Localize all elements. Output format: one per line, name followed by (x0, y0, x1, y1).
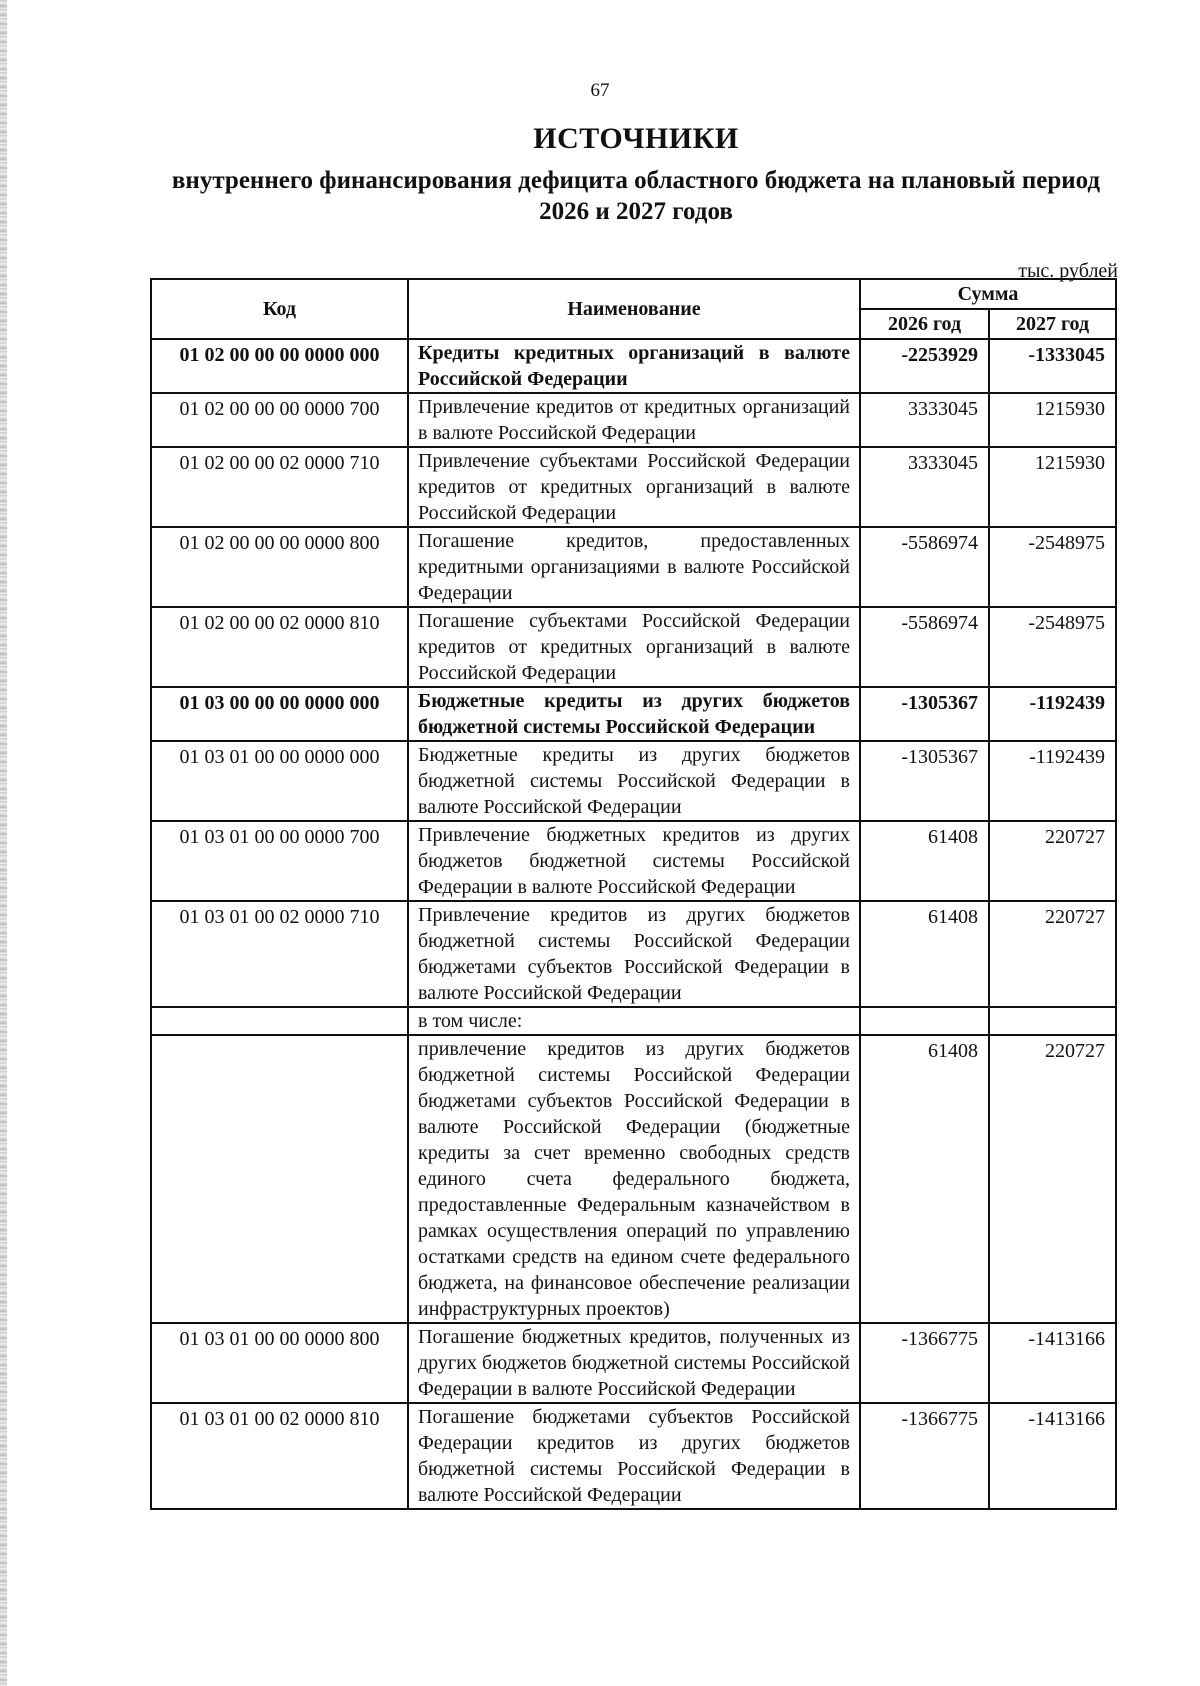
table-row (151, 1035, 1116, 1323)
row-value-2026: -2253929 (860, 339, 989, 393)
table-row (151, 821, 1116, 901)
row-value-2027: -1192439 (989, 741, 1116, 821)
row-code: 01 03 01 00 00 0000 000 (151, 741, 408, 821)
row-code: 01 02 00 00 02 0000 710 (151, 447, 408, 527)
row-name: Привлечение бюджетных кредитов из других бюджетов бюджетной системы Российской Федерации в валюте Российской Федерации (408, 821, 860, 901)
header-name: Наименование (408, 279, 860, 339)
row-name: Привлечение субъектами Российской Федерации кредитов от кредитных организаций в валюте Российской Федерации (408, 447, 860, 527)
table-row (151, 687, 1116, 741)
row-code (151, 1035, 408, 1323)
row-code: 01 03 01 00 00 0000 800 (151, 1323, 408, 1403)
table-row (151, 607, 1116, 687)
row-name: в том числе: (408, 1007, 860, 1035)
table-row (151, 339, 1116, 393)
table-row (151, 901, 1116, 1007)
row-value-2027: -2548975 (989, 527, 1116, 607)
row-name: Погашение бюджетных кредитов, полученных из других бюджетов бюджетной системы Российской Федерации в валюте Российской Федерации (408, 1323, 860, 1403)
row-value-2026: -1366775 (860, 1403, 989, 1509)
row-name: Бюджетные кредиты из других бюджетов бюджетной системы Российской Федерации в валюте Российской Федерации (408, 741, 860, 821)
row-code: 01 02 00 00 00 0000 700 (151, 393, 408, 447)
page-number: 67 (590, 80, 610, 101)
row-value-2026: 61408 (860, 901, 989, 1007)
row-value-2027: 1215930 (989, 447, 1116, 527)
row-value-2027 (989, 1007, 1116, 1035)
row-name: Бюджетные кредиты из других бюджетов бюджетной системы Российской Федерации (408, 687, 860, 741)
row-value-2026: -5586974 (860, 607, 989, 687)
table-row (151, 1323, 1116, 1403)
row-code: 01 02 00 00 02 0000 810 (151, 607, 408, 687)
row-value-2027: -1333045 (989, 339, 1116, 393)
row-value-2026: 3333045 (860, 393, 989, 447)
row-name: привлечение кредитов из других бюджетов бюджетной системы Российской Федерации бюджетами субъектов Российской Федерации в валюте Российской Федерации (бюджетные кредиты за счет временно свободных средств единого счета федерального бюджета, предоставленные Федеральным казначейством в рамках осуществления операций по управлению остатками средств на едином счете федерального бюджета, на финансовое обеспечение реализации инфраструктурных проектов) (408, 1035, 860, 1323)
row-value-2027: 220727 (989, 821, 1116, 901)
row-code: 01 02 00 00 00 0000 800 (151, 527, 408, 607)
page-subtitle: внутреннего финансирования дефицита областного бюджета на плановый период 2026 и 2027 годов (171, 167, 1101, 225)
row-value-2027: -1413166 (989, 1323, 1116, 1403)
row-value-2027: 220727 (989, 1035, 1116, 1323)
row-code: 01 03 01 00 00 0000 700 (151, 821, 408, 901)
header-year-2027: 2027 год (989, 309, 1116, 339)
table-header (151, 279, 1116, 339)
row-name: Привлечение кредитов из других бюджетов бюджетной системы Российской Федерации бюджетами субъектов Российской Федерации в валюте Российской Федерации (408, 901, 860, 1007)
row-value-2026: -1305367 (860, 741, 989, 821)
row-code (151, 1007, 408, 1035)
table-row (151, 527, 1116, 607)
row-value-2026: 3333045 (860, 447, 989, 527)
row-value-2027: 220727 (989, 901, 1116, 1007)
header-year-2026: 2026 год (860, 309, 989, 339)
row-value-2027: 1215930 (989, 393, 1116, 447)
row-value-2026: 61408 (860, 821, 989, 901)
row-value-2026: -5586974 (860, 527, 989, 607)
header-sum: Сумма (860, 279, 1116, 309)
row-value-2026 (860, 1007, 989, 1035)
row-name: Погашение кредитов, предоставленных кредитными организациями в валюте Российской Федерации (408, 527, 860, 607)
row-name: Погашение бюджетами субъектов Российской Федерации кредитов из других бюджетов бюджетной системы Российской Федерации в валюте Российской Федерации (408, 1403, 860, 1509)
row-value-2026: -1305367 (860, 687, 989, 741)
scan-edge-decoration (0, 0, 7, 1686)
page-title: ИСТОЧНИКИ (533, 122, 739, 155)
row-name: Кредиты кредитных организаций в валюте Российской Федерации (408, 339, 860, 393)
table-row (151, 1403, 1116, 1509)
row-code: 01 03 01 00 02 0000 810 (151, 1403, 408, 1509)
row-code: 01 03 00 00 00 0000 000 (151, 687, 408, 741)
table-row (151, 447, 1116, 527)
row-value-2027: -2548975 (989, 607, 1116, 687)
table-body (151, 339, 1116, 1509)
row-name: Погашение субъектами Российской Федерации кредитов от кредитных организаций в валюте Российской Федерации (408, 607, 860, 687)
units-label: тыс. рублей (1018, 260, 1118, 282)
row-value-2027: -1192439 (989, 687, 1116, 741)
row-value-2026: 61408 (860, 1035, 989, 1323)
header-code: Код (151, 279, 408, 339)
row-code: 01 02 00 00 00 0000 000 (151, 339, 408, 393)
row-code: 01 03 01 00 02 0000 710 (151, 901, 408, 1007)
row-value-2026: -1366775 (860, 1323, 989, 1403)
table-row (151, 1007, 1116, 1035)
row-value-2027: -1413166 (989, 1403, 1116, 1509)
row-name: Привлечение кредитов от кредитных организаций в валюте Российской Федерации (408, 393, 860, 447)
table-row (151, 741, 1116, 821)
sources-table (150, 278, 1117, 1510)
table-row (151, 393, 1116, 447)
